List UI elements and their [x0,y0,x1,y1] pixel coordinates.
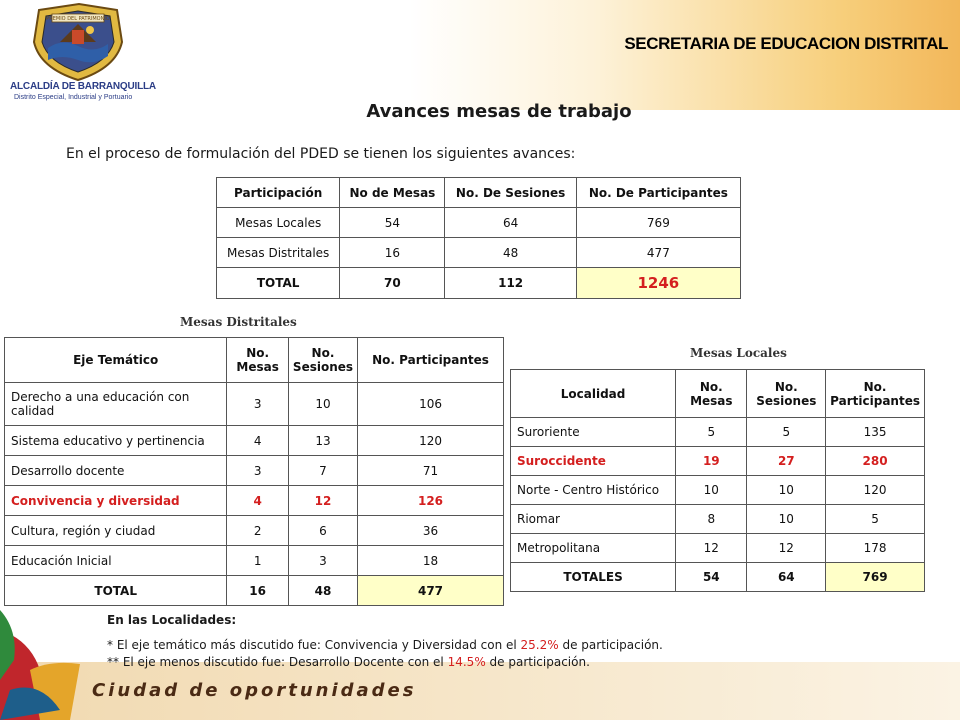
table-cell: Mesas Distritales [217,238,340,268]
note-least-discussed [107,654,663,671]
column-header: No de Mesas [340,178,445,208]
distritales-table [4,337,504,606]
column-header: No. Participantes [826,370,925,418]
table-cell: Riomar [511,505,676,534]
table-cell: 1 [227,546,289,576]
column-header: No. Mesas [227,338,289,383]
table-cell: TOTAL [217,268,340,299]
table-cell: Desarrollo docente [5,456,227,486]
note-most-discussed [107,637,663,654]
alcaldia-logo [4,2,156,110]
table-cell: Suroriente [511,418,676,447]
footer-slogan: Ciudad de oportunidades [92,680,417,701]
table-cell: 10 [747,476,826,505]
table-header-row [217,178,741,208]
table-cell: 19 [676,447,747,476]
table-cell: Educación Inicial [5,546,227,576]
table-row [511,505,925,534]
table-cell: 13 [288,426,357,456]
table-cell: 135 [826,418,925,447]
table-cell: 12 [676,534,747,563]
total-cell: 769 [826,563,925,592]
table-cell: Mesas Locales [217,208,340,238]
table-cell: Derecho a una educación con calidad [5,383,227,426]
table-cell: 3 [227,456,289,486]
table-row [5,426,504,456]
table-cell: Norte - Centro Histórico [511,476,676,505]
table-cell: 5 [747,418,826,447]
column-header: No. Sesiones [747,370,826,418]
table-cell: 3 [227,383,289,426]
table-cell: Sistema educativo y pertinencia [5,426,227,456]
table-row [511,418,925,447]
table-header-row [5,338,504,383]
table-cell: 2 [227,516,289,546]
table-row [5,546,504,576]
locales-caption: Mesas Locales [690,346,787,360]
table-cell: 48 [445,238,576,268]
column-header: Localidad [511,370,676,418]
notes-heading: En las Localidades: [107,613,237,627]
locales-table [510,369,925,592]
table-cell: TOTAL [5,576,227,606]
table-cell: 4 [227,426,289,456]
table-cell: 769 [576,208,740,238]
coat-of-arms-icon [4,2,152,82]
table-cell: 120 [826,476,925,505]
table-cell: 64 [445,208,576,238]
logo-name: ALCALDÍA DE BARRANQUILLA [10,81,156,92]
table-row [511,476,925,505]
table-cell: 54 [676,563,747,592]
table-total-row [217,268,741,299]
note-text: de participación. [558,638,663,652]
table-cell: 112 [445,268,576,299]
grand-total-cell: 1246 [576,268,740,299]
note-percentage: 25.2% [520,638,559,652]
table-cell: 5 [676,418,747,447]
logo-subtitle: Distrito Especial, Industrial y Portuario [14,94,133,101]
note-text: ** El eje menos discutido fue: Desarrollo Docente con el [107,655,448,669]
table-cell: 5 [826,505,925,534]
table-cell: Convivencia y diversidad [5,486,227,516]
table-cell: 4 [227,486,289,516]
table-cell: 70 [340,268,445,299]
column-header: No. De Sesiones [445,178,576,208]
table-cell: 178 [826,534,925,563]
note-percentage: 14.5% [447,655,486,669]
table-cell: 10 [676,476,747,505]
table-cell: 10 [747,505,826,534]
table-cell: 18 [358,546,504,576]
table-cell: 16 [340,238,445,268]
header-banner [150,0,960,110]
table-row [217,208,741,238]
table-row [217,238,741,268]
table-cell: 477 [576,238,740,268]
page-title: Avances mesas de trabajo [366,101,632,122]
intro-text: En el proceso de formulación del PDED se tienen los siguientes avances: [66,146,576,162]
table-cell: 126 [358,486,504,516]
notes-block [107,612,663,671]
total-cell: 477 [358,576,504,606]
note-text: de participación. [485,655,590,669]
table-row-highlighted [5,486,504,516]
table-cell: Suroccidente [511,447,676,476]
table-row-highlighted [511,447,925,476]
table-cell: 36 [358,516,504,546]
table-cell: 10 [288,383,357,426]
distritales-caption: Mesas Distritales [180,315,297,329]
note-text: * El eje temático más discutido fue: Convivencia y Diversidad con el [107,638,521,652]
table-cell: 120 [358,426,504,456]
table-cell: 64 [747,563,826,592]
column-header: No. De Participantes [576,178,740,208]
logo-ribbon: PREMIO DEL PATRIMONIO [46,16,110,22]
column-header: Participación [217,178,340,208]
column-header: No. Sesiones [288,338,357,383]
column-header: Eje Temático [5,338,227,383]
table-cell: 16 [227,576,289,606]
table-header-row [511,370,925,418]
table-cell: 48 [288,576,357,606]
table-cell: 7 [288,456,357,486]
table-row [5,516,504,546]
table-cell: 280 [826,447,925,476]
table-cell: 71 [358,456,504,486]
table-row [511,534,925,563]
table-cell: 3 [288,546,357,576]
table-cell: 6 [288,516,357,546]
table-cell: 54 [340,208,445,238]
table-cell: Cultura, región y ciudad [5,516,227,546]
column-header: No. Mesas [676,370,747,418]
table-cell: 8 [676,505,747,534]
table-cell: 106 [358,383,504,426]
summary-table [216,177,741,299]
table-row [5,456,504,486]
org-title: SECRETARIA DE EDUCACION DISTRITAL [624,34,948,53]
table-total-row [511,563,925,592]
table-cell: 12 [288,486,357,516]
table-row [5,383,504,426]
table-cell: TOTALES [511,563,676,592]
table-cell: 12 [747,534,826,563]
table-cell: 27 [747,447,826,476]
column-header: No. Participantes [358,338,504,383]
table-cell: Metropolitana [511,534,676,563]
